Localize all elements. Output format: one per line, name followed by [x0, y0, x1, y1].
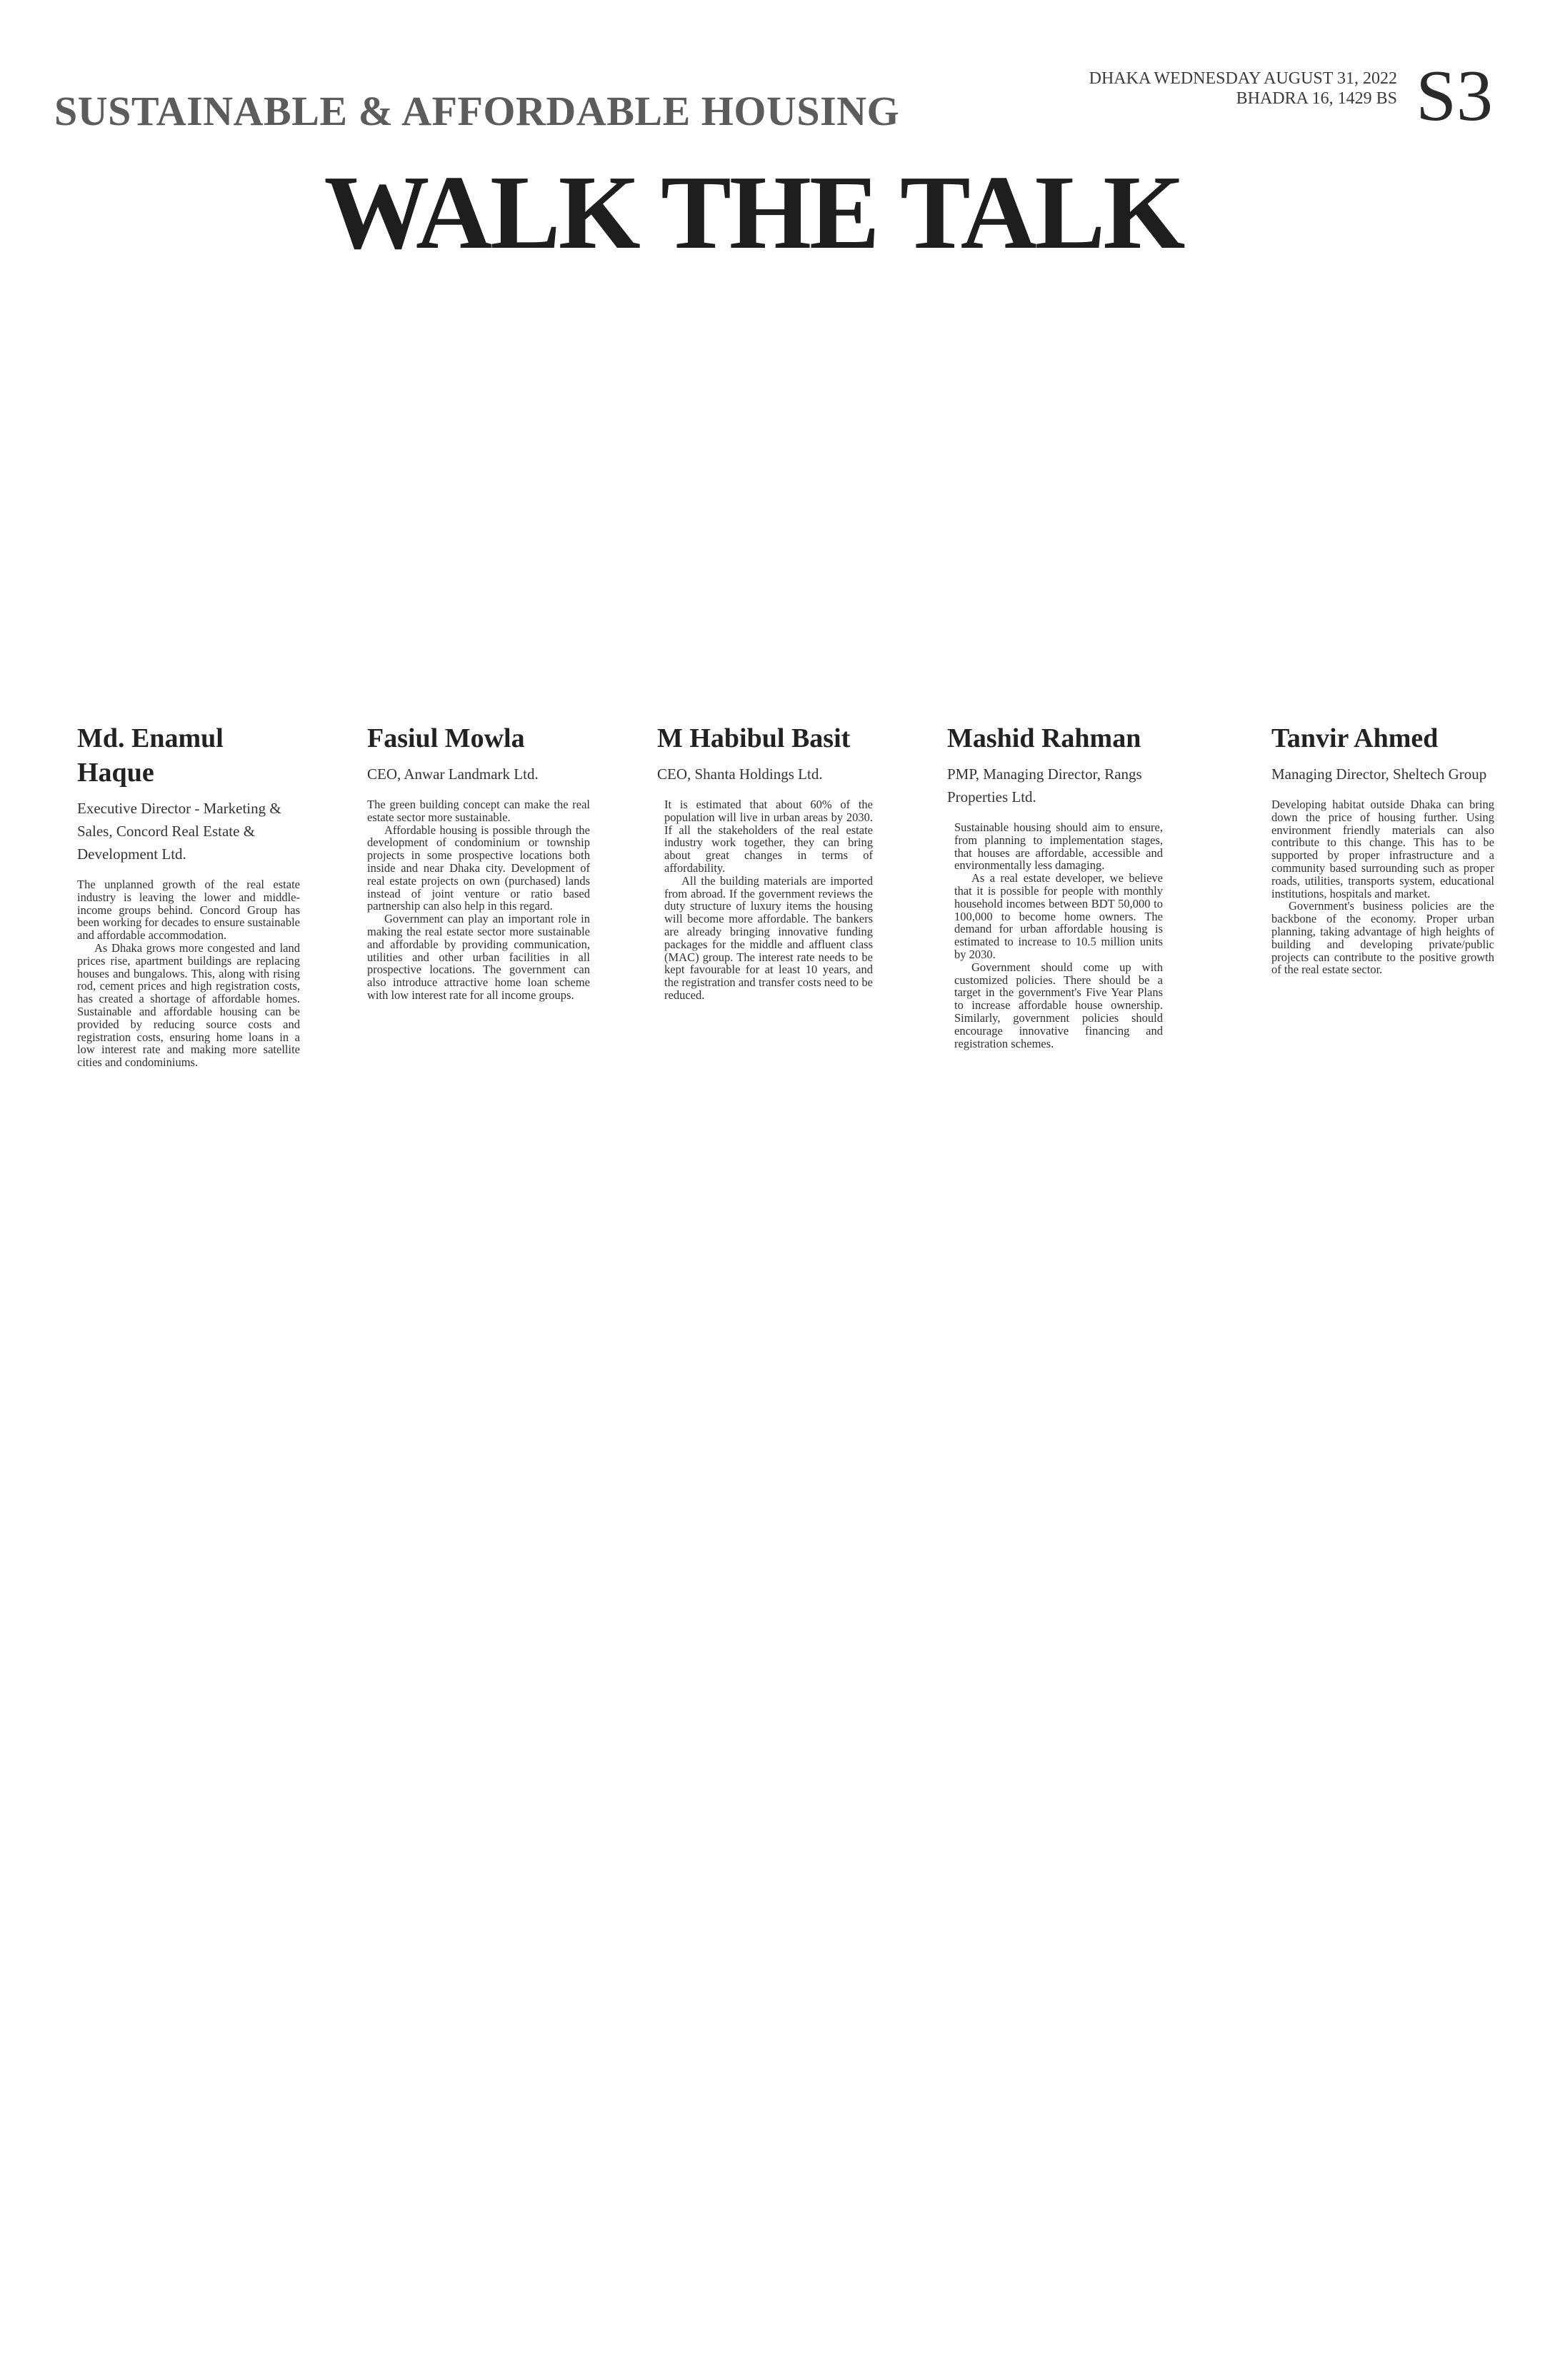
column-body: [657, 798, 880, 1002]
column-paragraph: Government's business policies are the backbone of the economy. Proper urban planning, taking advantage of high heights of building and developing private/public projects can contribute to the positive growth of the real estate sector.: [1271, 899, 1494, 977]
column-body: [1271, 798, 1494, 976]
dateline-bengali-date: BHADRA 16, 1429 BS: [1236, 89, 1397, 108]
column-author-role: CEO, Anwar Landmark Ltd.: [367, 765, 539, 783]
column-paragraph: It is estimated that about 60% of the population will live in urban areas by 2030. If all the stakeholders of the real estate industry work together, they can bring about great changes in terms of affordability.: [664, 798, 873, 875]
column-enamul-haque: [77, 721, 300, 1069]
column-author-role: Executive Director - Marketing & Sales, Concord Real Estate & Development Ltd.: [77, 800, 281, 863]
section-title: SUSTAINABLE & AFFORDABLE HOUSING: [54, 88, 900, 134]
column-paragraph: All the building materials are imported from abroad. If the government reviews the duty structure of luxury items the housing will become more affordable. The bankers are already bringing innovative funding packages for the middle and affluent class (MAC) group. The interest rate needs to be kept favourable for at least 10 years, and the registration and transfer costs need to be reduced.: [664, 873, 873, 1002]
column-paragraph: As a real estate developer, we believe that it is possible for people with monthly household incomes between BDT 50,000 to 100,000 to become home owners. The demand for urban affordable housing is estimated to increase to 10.5 million units by 2030.: [954, 871, 1163, 961]
column-paragraph: Government can play an important role in making the real estate sector more sustainable and affordable by providing communication, utilities and other urban facilities in all prospective locations. The government can also introduce attractive home loan scheme with low interest rate for all income groups.: [367, 912, 590, 1002]
dateline-date: DHAKA WEDNESDAY AUGUST 31, 2022: [1089, 69, 1397, 88]
column-author-name: M Habibul Basit: [657, 723, 851, 753]
column-paragraph: Affordable housing is possible through the development of condominium or township projects in some prospective locations both inside and near Dhaka city. Development of real estate projects on own (purchased) lands instead of joint venture or ratio based partnership can also help in this regard.: [367, 823, 590, 913]
column-author-name: Tanvir Ahmed: [1271, 723, 1439, 753]
column-author-name: Md. Enamul Haque: [77, 723, 224, 788]
column-paragraph: Government should come up with customized policies. There should be a target in the government's Five Year Plans to increase affordable house ownership. Similarly, government policies should encourage innovative financing and registration schemes.: [954, 960, 1163, 1050]
column-paragraph: Sustainable housing should aim to ensure, from planning to implementation stages, that houses are affordable, accessible and environmentally less damaging.: [954, 820, 1163, 873]
column-mashid-rahman: [947, 721, 1170, 1050]
column-fasiul-mowla: [367, 721, 590, 1002]
column-body: [947, 821, 1170, 1050]
column-author-name: Mashid Rahman: [947, 723, 1141, 753]
column-paragraph: Developing habitat outside Dhaka can bring down the price of housing further. Using environment friendly materials can also contribute to this change. This has to be supported by proper infrastructure and a community based surrounding such as proper roads, utilities, transports system, educational institutions, hospitals and market.: [1271, 798, 1494, 900]
page-number: S3: [1416, 56, 1493, 136]
column-author-role: Managing Director, Sheltech Group: [1271, 765, 1487, 783]
column-author-role: CEO, Shanta Holdings Ltd.: [657, 765, 823, 783]
column-paragraph: The green building concept can make the real estate sector more sustainable.: [367, 798, 590, 824]
column-author-name: Fasiul Mowla: [367, 723, 525, 753]
column-paragraph: As Dhaka grows more congested and land prices rise, apartment buildings are replacing houses and bungalows. This, along with rising rod, cement prices and high registration costs, has created a shortage of affordable homes. Sustainable and affordable housing can be provided by reducing source costs and registration costs, ensuring home loans in a low interest rate and making more satellite cities and condominiums.: [77, 940, 300, 1070]
column-habibul-basit: [657, 721, 880, 1002]
column-body: [367, 798, 590, 1002]
column-paragraph: The unplanned growth of the real estate industry is leaving the lower and middle-income groups behind. Concord Group has been working for decades to ensure sustainable and affordable accommodation.: [77, 878, 300, 943]
headline: WALK THE TALK: [324, 154, 1184, 271]
column-tanvir-ahmed: [1271, 721, 1494, 976]
column-author-role: PMP, Managing Director, Rangs Properties Ltd.: [947, 765, 1142, 805]
column-body: [77, 878, 300, 1069]
